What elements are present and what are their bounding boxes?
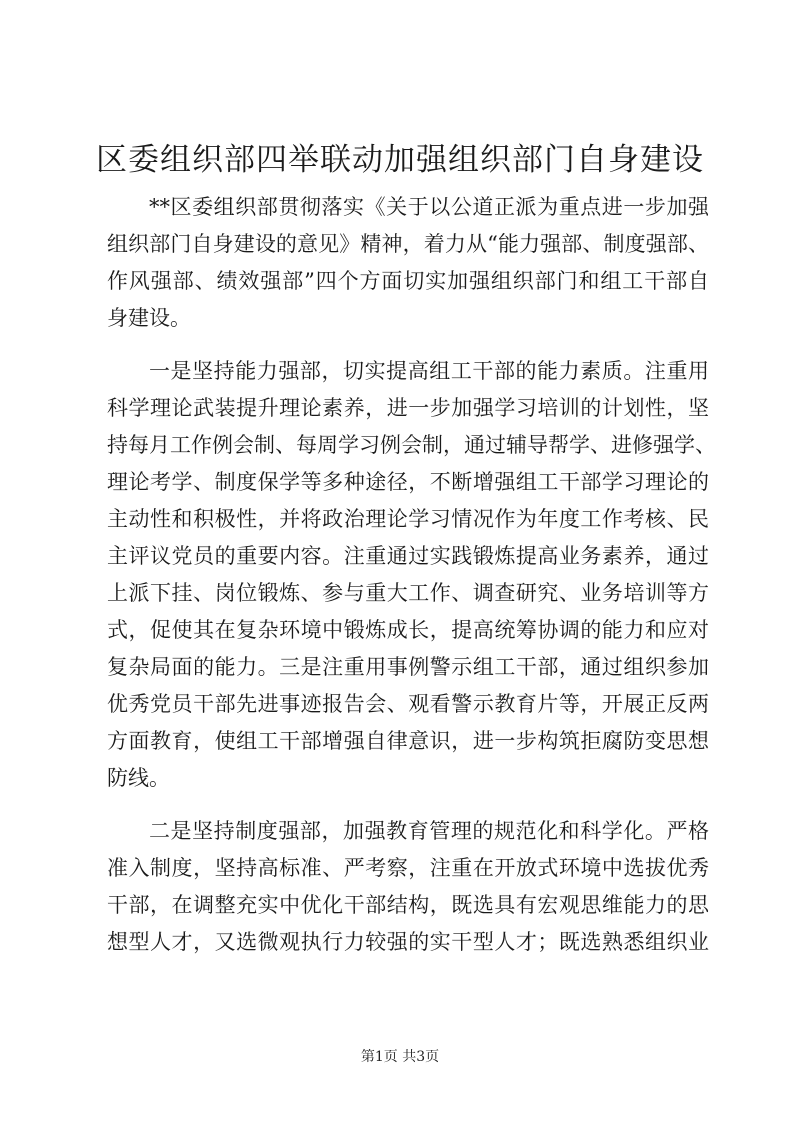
paragraph-spacer [107, 797, 709, 813]
paragraph-2 [107, 353, 716, 797]
paragraph-line: 身建设。 [107, 306, 191, 330]
paragraph-line: 上派下挂、岗位锻炼、参与重大工作、调查研究、业务培训等方 [107, 581, 709, 605]
paragraph-line: 理论考学、制度保学等多种途径，不断增强组工干部学习理论的 [107, 470, 709, 494]
paragraph-line: 主评议党员的重要内容。注重通过实践锻炼提高业务素养，通过 [107, 544, 709, 568]
paragraph-line: 持每月工作例会制、每周学习例会制，通过辅导帮学、进修强学、 [107, 433, 716, 457]
paragraph-line: 干部，在调整充实中优化干部结构，既选具有宏观思维能力的思 [107, 893, 709, 917]
paragraph-line: 优秀党员干部先进事迹报告会、观看警示教育片等，开展正反两 [107, 692, 709, 716]
page-footer: 第1页 共3页 [360, 1049, 440, 1065]
paragraph-spacer [107, 337, 709, 353]
paragraph-line: 准入制度，坚持高标准、严考察，注重在开放式环境中选拔优秀 [107, 856, 709, 880]
paragraph-line: 科学理论武装提升理论素养，进一步加强学习培训的计划性，坚 [107, 396, 709, 420]
paragraph-1 [107, 189, 709, 337]
document-title: 区委组织部四举联动加强组织部门自身建设 [96, 142, 704, 178]
paragraph-line: 方面教育，使组工干部增强自律意识，进一步构筑拒腐防变思想 [107, 729, 709, 753]
paragraph-line: **区委组织部贯彻落实《关于以公道正派为重点进一步加强 [149, 195, 709, 219]
paragraph-line: 防线。 [107, 766, 170, 790]
paragraph-line: 复杂局面的能力。三是注重用事例警示组工干部，通过组织参加 [107, 655, 709, 679]
paragraph-line: 想型人才，又选微观执行力较强的实干型人才；既选熟悉组织业 [107, 930, 709, 954]
paragraph-line: 作风强部、绩效强部”四个方面切实加强组织部门和组工干部自 [107, 269, 709, 293]
paragraph-3 [107, 813, 709, 961]
paragraph-line: 式，促使其在复杂环境中锻炼成长，提高统筹协调的能力和应对 [107, 618, 709, 642]
paragraph-line: 主动性和积极性，并将政治理论学习情况作为年度工作考核、民 [107, 507, 709, 531]
paragraph-line: 组织部门自身建设的意见》精神，着力从“能力强部、制度强部、 [107, 232, 709, 256]
document-body [107, 189, 716, 961]
paragraph-line: 一是坚持能力强部，切实提高组工干部的能力素质。注重用 [149, 359, 709, 383]
paragraph-line: 二是坚持制度强部，加强教育管理的规范化和科学化。严格 [149, 819, 709, 843]
